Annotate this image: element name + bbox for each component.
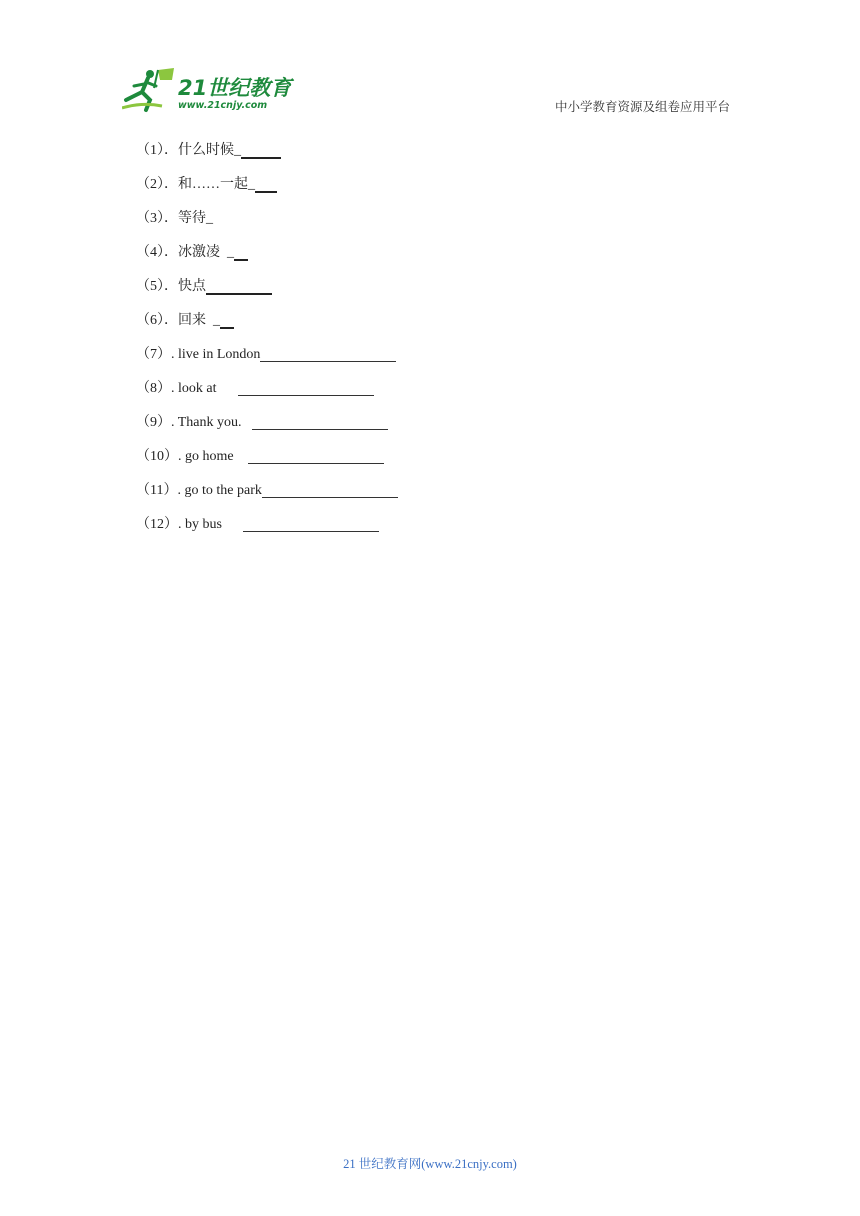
answer-blank[interactable] [243,530,379,532]
list-item [136,134,398,168]
logo-url: www.21cnjy.com [178,100,268,111]
list-item [136,440,398,474]
answer-blank[interactable] [206,292,272,295]
item-text: . go home [178,449,248,464]
item-number: （9） [136,415,171,430]
item-text: . look at [171,381,238,396]
answer-blank[interactable] [248,462,384,464]
item-text: . live in London [171,347,261,362]
exercise-list [136,134,398,542]
answer-blank[interactable] [234,258,248,261]
answer-blank[interactable] [260,360,396,362]
item-text: 什么时候_ [178,143,241,158]
list-item [136,304,398,338]
list-item [136,474,398,508]
list-item [136,508,398,542]
item-number: （6）． [136,313,178,328]
item-text: 和……一起_ [178,177,255,192]
answer-blank[interactable] [238,394,374,396]
item-number: （8） [136,381,171,396]
logo-text: 21世纪教育 [178,76,292,100]
list-item [136,372,398,406]
item-text: 等待_ [178,211,213,226]
item-text: 回来 _ [178,313,220,328]
item-text: . Thank you. [171,415,253,430]
list-item [136,236,398,270]
item-number: （1）． [136,143,178,158]
item-number: （12） [136,517,178,532]
logo [122,66,292,118]
item-number: （4）． [136,245,178,260]
item-text: . go to the park [177,483,262,498]
list-item [136,202,398,236]
list-item [136,168,398,202]
platform-title: 中小学教育资源及组卷应用平台 [554,100,730,114]
item-number: （5）． [136,279,178,294]
item-number: （10） [136,449,178,464]
answer-blank[interactable] [220,326,234,329]
item-number: （7） [136,347,171,362]
item-number: （3）． [136,211,178,226]
list-item [136,270,398,304]
answer-blank[interactable] [252,428,388,430]
page-header [0,0,860,130]
item-number: （2）． [136,177,178,192]
item-text: . by bus [178,517,243,532]
item-text: 快点 [178,279,206,294]
list-item [136,338,398,372]
answer-blank[interactable] [255,190,277,193]
item-text: 冰激凌 _ [178,245,234,260]
list-item [136,406,398,440]
answer-blank[interactable] [241,156,281,159]
page-footer: 21 世纪教育网(www.21cnjy.com) [343,1157,517,1171]
running-figure-icon [122,66,178,114]
answer-blank[interactable] [262,496,398,498]
item-number: （11） [136,483,178,498]
